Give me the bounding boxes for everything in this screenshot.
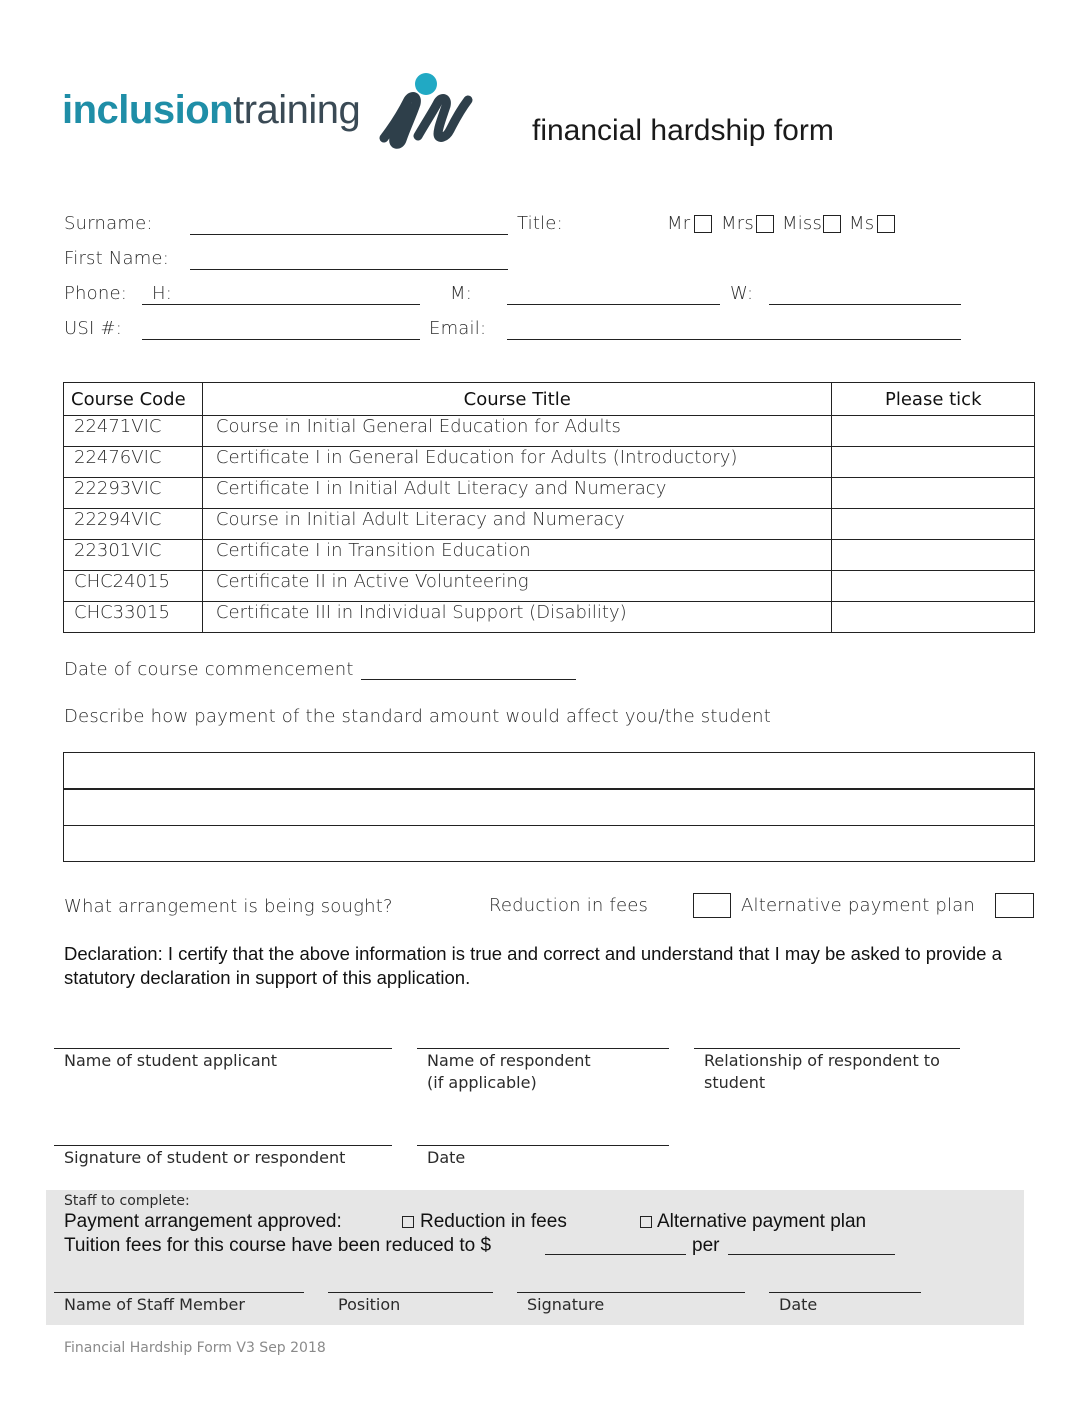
student-name-label: Name of student applicant — [64, 1051, 278, 1070]
payment-plan-label: Alternative payment plan — [741, 895, 976, 916]
describe-line-2[interactable] — [63, 788, 1035, 826]
staff-plan-label: Alternative payment plan — [657, 1211, 867, 1232]
course-tick-cell[interactable] — [832, 416, 1035, 447]
staff-reduction-checkbox[interactable] — [402, 1216, 414, 1228]
table-row — [64, 478, 1035, 509]
phone-home-label: H: — [152, 283, 172, 304]
usi-label: USI #: — [64, 318, 122, 339]
title-miss-label: Miss — [782, 213, 823, 234]
signature-field[interactable] — [54, 1145, 392, 1146]
course-title: Certificate III in Individual Support (Disability) — [202, 602, 832, 633]
staff-position-label: Position — [338, 1295, 401, 1314]
email-field[interactable] — [507, 339, 961, 340]
course-title: Course in Initial Adult Literacy and Numeracy — [202, 509, 832, 540]
course-table-header — [64, 383, 1035, 416]
logo-light: training — [233, 88, 361, 132]
staff-signature-label: Signature — [527, 1295, 605, 1314]
staff-date-label: Date — [779, 1295, 818, 1314]
arrangement-question: What arrangement is being sought? — [64, 896, 393, 917]
course-code: 22301VIC — [64, 540, 203, 571]
per-label: per — [692, 1235, 720, 1256]
table-row — [64, 509, 1035, 540]
phone-work-field[interactable] — [769, 304, 961, 305]
phone-mobile-label: M: — [450, 283, 472, 304]
course-tick-cell[interactable] — [832, 509, 1035, 540]
course-title: Certificate I in Initial Adult Literacy and Numeracy — [202, 478, 832, 509]
course-tick-cell[interactable] — [832, 447, 1035, 478]
title-ms-checkbox[interactable] — [877, 215, 895, 233]
course-code: CHC24015 — [64, 571, 203, 602]
staff-position-field[interactable] — [328, 1292, 493, 1293]
staff-date-field[interactable] — [769, 1292, 921, 1293]
staff-name-field[interactable] — [54, 1292, 304, 1293]
declaration-text: Declaration: I certify that the above information is true and correct and understand that I may be asked to provide a statutory declaration in support of this application. — [64, 943, 1002, 988]
relationship-label-line1: Relationship of respondent to — [704, 1051, 940, 1070]
column-header-code: Course Code — [64, 383, 203, 416]
title-mr-checkbox[interactable] — [694, 215, 712, 233]
table-row — [64, 416, 1035, 447]
tuition-text: Tuition fees for this course have been reduced to $ — [64, 1235, 492, 1256]
first-name-field[interactable] — [190, 269, 508, 270]
reduction-checkbox[interactable] — [693, 893, 731, 918]
logo-wordmark — [62, 88, 360, 133]
date-field[interactable] — [417, 1145, 669, 1146]
staff-name-label: Name of Staff Member — [64, 1295, 245, 1314]
course-tick-cell[interactable] — [832, 571, 1035, 602]
column-header-title: Course Title — [202, 383, 832, 416]
phone-label: Phone: — [64, 283, 128, 304]
title-ms-label: Ms — [849, 213, 875, 234]
course-tick-cell[interactable] — [832, 602, 1035, 633]
course-code: 22293VIC — [64, 478, 203, 509]
footer-version: Financial Hardship Form V3 Sep 2018 — [64, 1340, 326, 1356]
title-mr-label: Mr — [667, 213, 691, 234]
form-title: financial hardship form — [532, 114, 834, 147]
course-title: Course in Initial General Education for Adults — [202, 416, 832, 447]
describe-label: Describe how payment of the standard amount would affect you/the student — [64, 706, 772, 727]
title-miss-checkbox[interactable] — [823, 215, 841, 233]
phone-mobile-field[interactable] — [507, 304, 720, 305]
email-label: Email: — [429, 318, 487, 339]
phone-home-field[interactable] — [142, 304, 420, 305]
course-title: Certificate II in Active Volunteering — [202, 571, 832, 602]
staff-heading: Staff to complete: — [64, 1193, 190, 1209]
table-row — [64, 540, 1035, 571]
course-code: 22476VIC — [64, 447, 203, 478]
commencement-field[interactable] — [361, 679, 576, 680]
date-label: Date — [427, 1148, 466, 1167]
title-mrs-checkbox[interactable] — [756, 215, 774, 233]
surname-label: Surname: — [64, 213, 153, 234]
logo-bold: inclusion — [62, 88, 234, 132]
course-title: Certificate I in Transition Education — [202, 540, 832, 571]
staff-plan-checkbox[interactable] — [640, 1216, 652, 1228]
usi-field[interactable] — [142, 339, 420, 340]
surname-field[interactable] — [190, 234, 508, 235]
respondent-name-field[interactable] — [417, 1048, 669, 1049]
title-mrs-label: Mrs — [721, 213, 754, 234]
course-tick-cell[interactable] — [832, 540, 1035, 571]
phone-work-label: W: — [730, 283, 754, 304]
course-table — [63, 382, 1035, 633]
staff-reduction-label: Reduction in fees — [420, 1211, 567, 1232]
staff-signature-field[interactable] — [517, 1292, 745, 1293]
logo-mark-icon — [378, 70, 478, 150]
approved-label: Payment arrangement approved: — [64, 1211, 342, 1232]
student-name-field[interactable] — [54, 1048, 392, 1049]
course-title: Certificate I in General Education for Adults (Introductory) — [202, 447, 832, 478]
table-row — [64, 447, 1035, 478]
relationship-label-line2: student — [704, 1073, 766, 1092]
tuition-amount-field[interactable] — [545, 1254, 686, 1255]
relationship-field[interactable] — [694, 1048, 960, 1049]
respondent-note: (if applicable) — [427, 1073, 537, 1092]
describe-line-1[interactable] — [63, 752, 1035, 790]
table-row — [64, 571, 1035, 602]
signature-label: Signature of student or respondent — [64, 1148, 346, 1167]
reduction-label: Reduction in fees — [489, 895, 649, 916]
commencement-label: Date of course commencement — [64, 659, 354, 680]
first-name-label: First Name: — [64, 248, 169, 269]
course-tick-cell[interactable] — [832, 478, 1035, 509]
respondent-name-label: Name of respondent — [427, 1051, 591, 1070]
table-row — [64, 602, 1035, 633]
column-header-tick: Please tick — [832, 383, 1035, 416]
title-label: Title: — [517, 213, 563, 234]
per-field[interactable] — [728, 1254, 895, 1255]
course-code: 22471VIC — [64, 416, 203, 447]
course-code: 22294VIC — [64, 509, 203, 540]
course-code: CHC33015 — [64, 602, 203, 633]
describe-line-3[interactable] — [63, 825, 1035, 862]
payment-plan-checkbox[interactable] — [995, 893, 1034, 918]
